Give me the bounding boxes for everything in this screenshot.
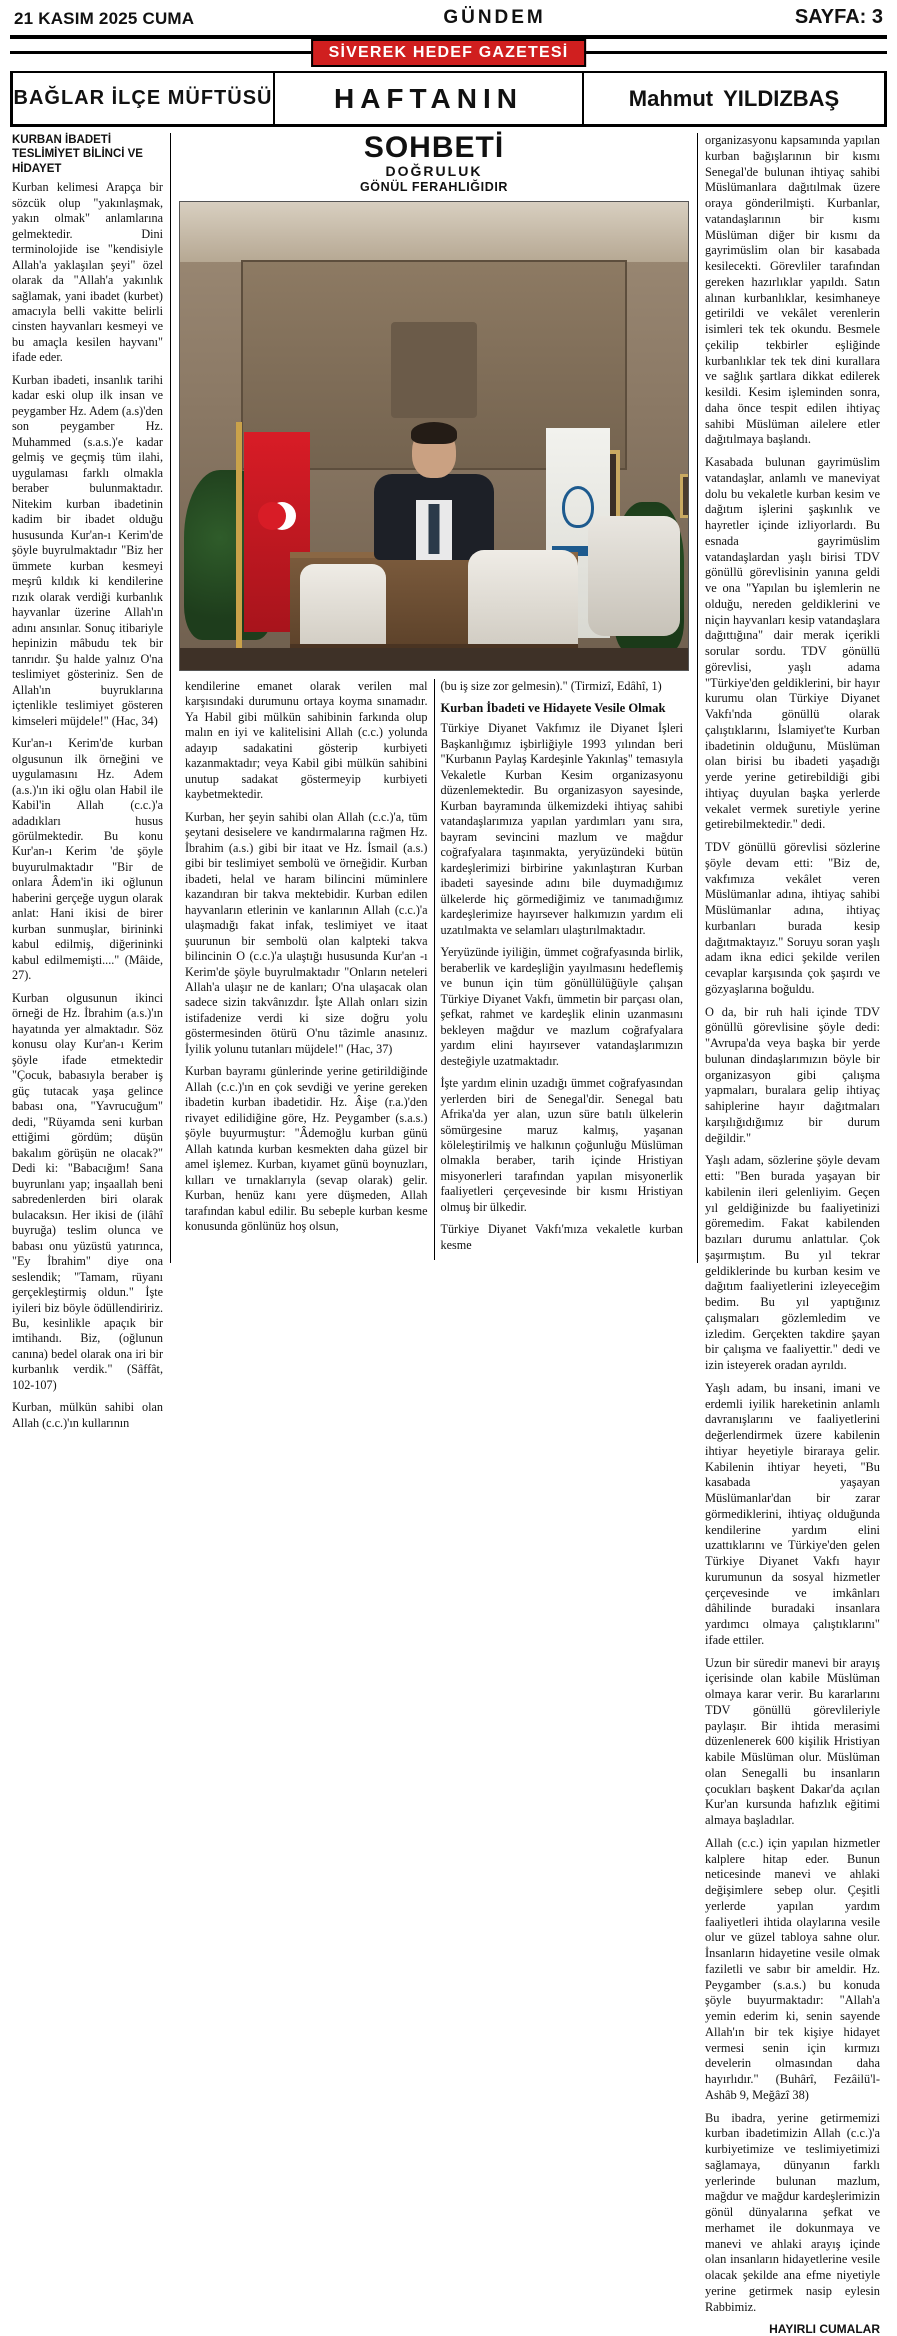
paragraph: O da, bir ruh hali içinde TDV gönüllü görevlisine şöyle dedi: "Avrupa'da veya başka bir yerde bulunan dindaşlarımızın böyle bir organizasyon gibi çalışma yapmaları, buralara gelip ihtiyaç sahiplerine hayır dağıtmaları karşılığıdığımız bir durum değildir." bbox=[705, 1004, 880, 1145]
column-header-box bbox=[10, 71, 887, 127]
paragraph: Yaşlı adam, sözlerine şöyle devam etti: "Ben burada yaşayan bir kabilenin ileri gelenliyim. Geçen yıl geldiğinizde bu faaliyetinizi göremedim. Fakat kabilenden bazıları durumu anlattılar. Çok şaşırmıştım. Bu yıl tekrar geldiklerinde bu kurban kesim ve dağıtım faaliyetlerini izleyeceğim bedim. Bu yıl yaptığınız çalışmaları gözlemledim ve izledim. Gerçekten takdire şayan bir çalışma ve faaliyettir." dedi ve izin isteyerek oradan ayrıldı. bbox=[705, 1153, 880, 1372]
paragraph: Türkiye Diyanet Vakfı'mıza vekaletle kurban kesme bbox=[440, 1222, 683, 1252]
subheading: Kurban İbadeti ve Hidayete Vesile Olmak bbox=[440, 701, 666, 716]
newspaper-name: SİVEREK HEDEF GAZETESİ bbox=[311, 39, 587, 67]
article-photo bbox=[179, 201, 689, 671]
author-role bbox=[13, 73, 275, 124]
subcolumn-left bbox=[179, 679, 434, 1261]
paragraph: kendilerine emanet olarak verilen mal karşısındaki durumunu ortaya koyma sınamadır. Ya Habil gibi mülkün sahibinin farkında olup malın en iyi ve kalitelisini Allah (c.c.) yolunda adayıp sadakatini gösterip kurbiyeti kazanmaktadır; veya Kabil gibi mülkün sahibini unutup sadakat göstermeyip kurbiyeti kaybetmektedir. bbox=[185, 678, 428, 802]
photo-wall-emblem bbox=[391, 322, 477, 418]
photo-person-hair bbox=[411, 422, 457, 444]
photo-floor bbox=[180, 648, 688, 670]
sohbet-logo-line1: SOHBETİ bbox=[363, 131, 505, 164]
photo-institution-logo bbox=[562, 486, 594, 528]
column-one bbox=[10, 133, 170, 1430]
paragraph: Kurban ibadeti, insanlık tarihi kadar eski olup ilk insan ve peygamber Hz. Adem (a.s)'den son peygamber Hz. Muhammed (s.a.s.)'e kadar gelmiş ve geçmiş tüm ilahi, uygulaması farklı olmakla beraber bulunmaktadır. Nitekim kurban ibadetinin kadim bir ibadet olduğu hususunda Kur'an-ı Kerim'de şöyle buyrulmaktadır "Biz her ümmete kurban kesmeyi meşrû kıldık ki kendilerine rızık olarak verdiği kurbanlık hayvanlar üzerine Allah'ın adını ansınlar. Sonuç itibariyle hepinizin mâbudu tek bir tanrıdır. Şu halde yalnız O'na teslimiyet gösteriniz. Sen de Allah'ın buyruklarına içtenlikle teslimiyet gösteren kimseleri müjdele!" (Hac, 34) bbox=[12, 372, 163, 728]
author-role-label: BAĞLAR İLÇE MÜFTÜSÜ bbox=[13, 87, 273, 109]
page-topbar bbox=[10, 6, 887, 33]
issue-date: 21 KASIM 2025 CUMA bbox=[14, 9, 195, 28]
sohbet-logo-line2: DOĞRULUK bbox=[385, 163, 483, 179]
paragraph: Uzun bir süredir manevi bir arayış içerisinde olan kabile Müslüman olmaya karar verir. Bu kararlarını TDV gönüllü görevlileriyle paylaşır. Bir ihtida merasimi düzenlenerek 600 kişilik Hristiyan kabile Müslüman olur. Müslüman olan Senegalli bu insanların çocukları başkent Dakar'da açılan Kur'an kursunda hafızlık eğitimi almaya başladılar. bbox=[705, 1655, 880, 1827]
paragraph: Kasabada bulunan gayrimüslim vatandaşlar, anlamlı ve maneviyat dolu bu vekaletle kurban kesim ve dağıtım işlerini şaşkınlık ve hayretler içinde izliyorlardı. Bu esnada gayrimüslim vatandaşlardan yaşlı birisi TDV gönüllü görevlisinin yanına geldi ve ona "Yapılan bu işlemlerin ne olduğu, nereden geldiklerini ve niçin hayvanları kesip vatandaşlara dağıttığına" dair merak içerikli sorular sordu. TDV gönüllü görevlisi, yaşlı adama "Türkiye'den geldiklerini, bir hayır kurumu olan Türkiye Diyanet Vakfı'nda gönüllü olarak çalıştıklarını, İslamiyet'te Kurban ibadetinin olduğunu, Müslüman olan birisi bu ibadeti yaşadığı yerde yerine getirebildiği gibi ihtiyaç duyulan başka yerlerde vekalet vermek suretiyle yerine getirebilmektedir." dedi. bbox=[705, 455, 880, 832]
photo-person-tie bbox=[429, 504, 440, 554]
paragraph: Kurban kelimesi Arapça bir sözcük olup "yakınlaşmak, yakın olmak" anlamlarına gelmektedir. Dini terminolojide ise "kendisiyle Allah'a yaklaşılan şeyi" özel olarak da "Allah'a yakınlık sağlamak, yani ibadet (kurbet) amacıyla belli vakitte belirli cinsten hayvanları kesmeyi ve bu amaçla kesilen hayvanı" ifade eder. bbox=[12, 180, 163, 365]
author-first-name: Mahmut bbox=[628, 85, 714, 111]
paragraph: Kur'an-ı Kerim'de kurban olgusunun ilk örneğini ve uygulamasını Hz. Adem (a.s.)'ın iki oğlu olan Habil ile Kabil'in Allah (c.c.)'a adadıkları husus görülmektedir. Bu konu Kur'an-ı Kerim 'de şöyle buyurulmaktadır "Bir de onlara Âdem'in iki oğlunun haberini gerçeğe uygun olarak anlat: Hani ikisi de birer kurban sunmuşlar, birininki kabul edilmiş, diğerininki kabul edilmemişti...." (Mâide, 27). bbox=[12, 736, 163, 983]
closing-greeting: HAYIRLI CUMALAR bbox=[769, 2322, 880, 2336]
paragraph: Kurban bayramı günlerinde yerine getirildiğinde Allah (c.c.)'ın en çok sevdiği ve yerine gereken ibadetin kurban ibadetidir. Hz. Âişe (r.a.)'den rivayet edilidiğine göre, Hz. Peygamber (s.a.s.) şöyle buyurmuştur: "Âdemoğlu kurban günü Allah katında kurban kesmekten daha güzel bir amel işlemez. Kurban, kıyamet günü boynuzları, kılları ve tırnaklarıyla (sevap olarak) gelir. Kurban, henüz kanı yere düşmeden, Allah tarafından kabul edilir. Bu sebeple kurban kesme konusunda gönlünüz hoş olsun, bbox=[185, 1064, 428, 1234]
photo-chair-left bbox=[300, 564, 386, 656]
paragraph: Türkiye Diyanet Vakfımız ile Diyanet İşleri Başkanlığımız işbirliğiyle 1993 yılından beri "Kurbanın Paylaş Kardeşinle Yakınlaş" temasıyla Vekaletle Kurban Kesim organizasyonu düzenlemektedir. Bu organizasyon sayesinde, Kurban bayramında ülkemizdeki ihtiyaç sahibi vatandaşlarımıza yapılan yardımları yanı sıra, bayram sevincini mazlum ve mağdur coğrafyalara taşınmakta, yeryüzündeki bütün kardeşlerimizi birbirine yakınlaştıran Kurban ibadeti sayesinde adını bile duymadığımız ülkelerde hiç görmediğimiz ve tanımadığımız kardeşlerimize hayırsever halkımızın yardım eli uzatılmakta ve selamları ulaştırılmaktadır. bbox=[440, 721, 683, 937]
photo-chair-right-far bbox=[588, 516, 680, 636]
author-last-name: YILDIZBAŞ bbox=[723, 85, 840, 111]
article-kicker: KURBAN İBADETİ TESLİMİYET BİLİNCİ VE HİDAYET bbox=[12, 134, 143, 175]
photo-ceiling bbox=[180, 202, 688, 262]
paragraph: Kurban, mülkün sahibi olan Allah (c.c.)'ın kullarının bbox=[12, 1400, 163, 1430]
sohbet-logo bbox=[179, 133, 689, 195]
column-two bbox=[171, 133, 697, 1263]
page-number: SAYFA: 3 bbox=[794, 6, 883, 28]
paragraph: Kurban olgusunun ikinci örneği de Hz. İbrahim (a.s.)'ın hayatında yer almaktadır. Söz konusu olay Kur'an-ı Kerim şöyle ifade etmektedir "Çocuk, babasıyla beraber iş güç tutacak yaşa gelince babası ona, "Yavrucuğum" dedi, "Rüyamda seni kurban ettiğimi gördüm; düşün bakalım görüşün ne olacak?" Dedi ki: "Babacığım! Sana buyrunlanı yap; inşaallah beni sabredenlerden biri olarak bulacaksın. Her ikisi de (ilâhî buyruğa) teslim olunca ve babası onu yüzüstü yatırınca, "Ey İbrahim" diye ona seslendik; "Tamam, rüyanı gerçekleştirmiş oldun." İşte iyileri biz böyle ödüllendiririz. Bu, kesinlikle apaçık bir imtihandı. Biz, (oğlunun canına) bedel olarak ona iri bir kurbanlık verdik." (Sâffât, 102-107) bbox=[12, 990, 163, 1392]
paragraph: Bu ibadra, yerine getirmemizi kurban ibadetimizin Allah (c.c.)'a kurbiyetimize ve teslimiyetimizi sağlamaya, dünyanın farklı yerlerinde bulunan mazlum, mağdur ve mağdur kardeşlerimizin gönül dünyalarına şefkat ve merhamet ile dokunmaya ve manevi ve ahlaki arayış içinde olan insanların hidayetlerine vesile olacak şekilde ana efme niyetiyle yerine getirmek nasip eylesin Rabbimiz. bbox=[705, 2110, 880, 2314]
photo-flag-crescent bbox=[258, 502, 286, 530]
photo-secondary-frame bbox=[680, 474, 689, 518]
paragraph: Allah (c.c.) için yapılan hizmetler kalplere hitap eder. Bunun neticesinde manevi ve ahlaki değişimlere sebep olur. Çeşitli yerlerde yapılan yardım faaliyetleri ihtida olaylarına vesile olur ve güzel tabloya sahne olur. İnsanların hidayetine vesile olmak faziletli ve sabır bir ameldir. Hz. Peygamber (s.a.s.) bu konuda şöyle buyurmaktadır: "Allah'a yemin ederim ki, senin sayende Allah'ın bir tek kişiye hidayet vermesi senin için kırmızı develerin olmasından daha hayırlıdır." (Buhârî, Fezâilü'l-Ashâb 9, Meğâzî 38) bbox=[705, 1835, 880, 2102]
article-body bbox=[10, 131, 887, 2336]
paragraph: organizasyonu kapsamında yapılan kurban bağışlarının bir kısmı Senegal'de bulunan ihtiyaç sahibi Müslümanlara dağıtılmak üzere oraya gönderilmişti. Kurbanlar, vatandaşlarının bir kısmı Müslüman diğer bir kısmı da gayrimüslim olan bir kasabada kesilecekti. Görevliler tarafından gereken hazırlıklar yapıldı. Satın alınan kurbanlıklar, kesimhaneye getirildi ve vekâlet verenlerin isimleri tek tek okundu. Besmele çekilip tekbirler eşliğinde kurbanlıklar tek tek dini kurallara ve sağlık şartlara dikkat edilerek kesildi. Kesim işleminden sonra, daha önce tespit edilen ihtiyaç sahibi Müslüman ailelere etler dağıtılmaya başlandı. bbox=[705, 133, 880, 447]
paragraph: Kurban, her şeyin sahibi olan Allah (c.c.)'a, tüm şeytani desiselere ve kandırmalarına rağmen Hz. İbrahim (a.s.) gibi bir itaat ve Hz. İsmail (a.s.) gibi bir teslimiyet sembolü ve örneğidir. Kurban ibadeti, helal ve haram bilincini müminlere kazandıran bir takva mektebidir. Kurban edilen hayvanların etlerinin ve kanlarının Allah (c.c.)'a ulaşmadığı fakat infak, teslimiyet ve itaat şuurunun bir sembolü olan kalpteki takva bilincinin O (c.c.)'a ulaştığı hususunda Kur'an -ı Kerim'de şöyle buyrulmaktadır "Onların neteleri Allah'a ulaşır ne de kanları; O'na ulaşacak olan sadece sizin takvânızdır. İşte Allah onları sizin istifadenize verdi ki size doğru yolu göstermesinden ötürü O'nu tâzimle anasınız. İyilik yolunu tutanları müjdele!" (Hac, 37) bbox=[185, 809, 428, 1056]
masthead bbox=[10, 39, 887, 65]
subcolumn-right bbox=[434, 679, 690, 1261]
paragraph: Yaşlı adam, bu insani, imani ve erdemli iyilik hareketinin anlamlı davranışlarını ve faaliyetlerini değerlendirmek üzere kabilenin ihtiyar heyetiyle biraraya gelir. Kabilenin ihtiyar heyeti, "Bu kasabada yaşayan Müslümanlar'dan bir zarar görmediklerini, ihtiyaç olduğunda kendilerine yardım elini uzattıklarını ve Türkiye'den gelen Türkiye Diyanet Vakfı hayır kurumunun da sosyal hizmetler çerçevesinde ve imkânları dâhilinde buradaki insanlara yardımcı olmaya çalıştıklarını" ifade ettiler. bbox=[705, 1380, 880, 1647]
paragraph: TDV gönüllü görevlisi sözlerine şöyle devam etti: "Biz de, vakfımıza vekâlet veren Müslümanlar adına, ihtiyaç sahibi Müslümanlar adına, ihtiyaç kurbanları burada kesip dağıtmaktayız." Soruyu soran yaşlı adam ikna edici şekilde verilen cevaplar karşısında çok şaşırdı ve gözyaşlarına boğuldu. bbox=[705, 840, 880, 996]
paragraph: İşte yardım elinin uzadığı ümmet coğrafyasından yerlerden biri de Senegal'dir. Senegal batı Afrika'da yer alan, uzun süre batılı ülkelerin sömürgesine maruz kalmış, yaşanan köleleştirilmiş ve halkının çoğunluğu Müslüman olmakla beraber, tarih içinde Hristiyan misyonerleri tarafından yapılan misyonerlik faaliyetleri çerçevesinde bir kısmı Hristiyan olmuş bir ülkedir. bbox=[440, 1076, 683, 1214]
paragraph: (bu iş size zor gelmesin)." (Tirmizî, Edâhî, 1) bbox=[440, 678, 662, 693]
sohbet-logo-line3: GÖNÜL FERAHLIĞIDIR bbox=[359, 179, 509, 194]
paragraph: Yeryüzünde iyiliğin, ümmet coğrafyasında birlik, beraberlik ve kardeşliğin yayılmasını hedeflemiş ve bunun için tüm gönüllülüğüyle çalışan Türkiye Diyanet Vakfı, ümmetin bir parçası olan, şefkat, rahmet ve kardeşlik elinin uzanmasını bekleyen mağdur ve mazlum coğrafyalara yardım elini hayırsever vatandaşlarımızın desteğiyle uzatmaktadır. bbox=[440, 945, 683, 1068]
column-title bbox=[275, 73, 584, 124]
photo-flag-pole bbox=[236, 422, 242, 652]
column-three bbox=[697, 133, 887, 2336]
photo-subcolumns bbox=[179, 679, 689, 1261]
author-name bbox=[584, 73, 884, 124]
section-title: GÜNDEM bbox=[443, 7, 546, 28]
column-title-label: HAFTANIN bbox=[333, 82, 523, 114]
